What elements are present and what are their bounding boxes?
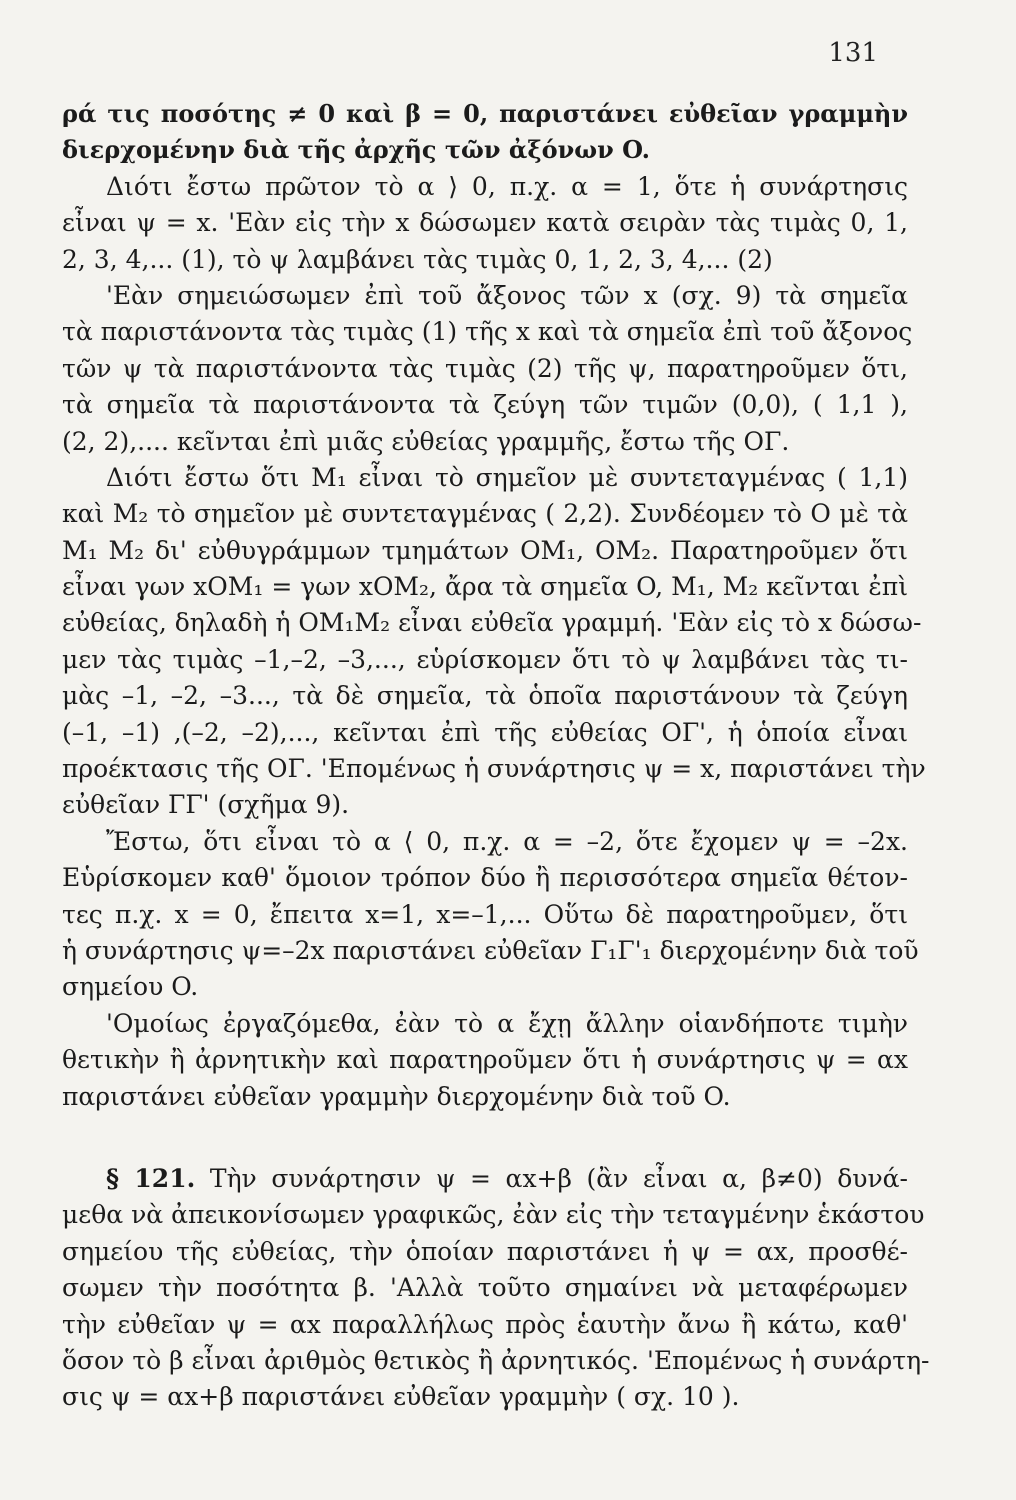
text-line: μὰς –1, –2, –3..., τὰ δὲ σημεῖα, τὰ ὁποῖα παριστάνουν τὰ ζεύγη: [62, 681, 908, 711]
text-line: τὰ παριστάνοντα τὰς τιμὰς (1) τῆς x καὶ τὰ σημεῖα ἐπὶ τοῦ ἄξονος: [62, 317, 913, 347]
text-line: 2, 3, 4,... (1), τὸ ψ λαμβάνει τὰς τιμὰς 0, 1, 2, 3, 4,... (2): [62, 244, 773, 274]
text-line: (–1, –1) ,(–2, –2),..., κεῖνται ἐπὶ τῆς εὐθείας OΓ', ἡ ὁποία εἶναι: [62, 717, 908, 747]
text-line: καὶ M₂ τὸ σημεῖον μὲ συντεταγμένας ( 2,2). Συνδέομεν τὸ O μὲ τὰ: [62, 499, 908, 529]
text-line: μεν τὰς τιμὰς –1,–2, –3,..., εὑρίσκομεν ὅτι τὸ ψ λαμβάνει τὰς τι-: [62, 644, 908, 674]
text-line: Εὑρίσκομεν καθ' ὅμοιον τρόπον δύο ἢ περισσότερα σημεῖα θέτον-: [62, 863, 908, 893]
section-first-line: [62, 1161, 908, 1197]
text-line: M₁ M₂ δι' εὐθυγράμμων τμημάτων OM₁, OM₂. Παρατηροῦμεν ὅτι: [62, 535, 908, 565]
text-line: διερχομένην διὰ τῆς ἀρχῆς τῶν ἀξόνων O.: [62, 135, 650, 165]
text-line: παριστάνει εὐθεῖαν γραμμὴν διερχομένην διὰ τοῦ O.: [62, 1081, 731, 1111]
text-line: θετικὴν ἢ ἀρνητικὴν καὶ παρατηροῦμεν ὅτι ἡ συνάρτησις ψ = αx: [62, 1045, 908, 1075]
body-text: [62, 96, 930, 1416]
text-line: εἶναι ψ = x. 'Εὰν εἰς τὴν x δώσωμεν κατὰ σειρὰν τὰς τιμὰς 0, 1,: [62, 208, 908, 238]
page-number: 131: [828, 38, 878, 68]
text-line: ἡ συνάρτησις ψ=–2x παριστάνει εὐθεῖαν Γ₁Γ'₁ διερχομένην διὰ τοῦ: [62, 935, 919, 965]
text-line: (2, 2),.... κεῖνται ἐπὶ μιᾶς εὐθείας γραμμῆς, ἔστω τῆς OΓ.: [62, 426, 790, 456]
text-line: Ἔστω, ὅτι εἶναι τὸ α ⟨ 0, π.χ. α = –2, ὅτε ἔχομεν ψ = –2x.: [106, 826, 908, 856]
text-line: Διότι ἔστω ὅτι M₁ εἶναι τὸ σημεῖον μὲ συντεταγμένας ( 1,1): [106, 462, 908, 492]
text-line: προέκτασις τῆς OΓ. 'Επομένως ἡ συνάρτησις ψ = x, παριστάνει τὴν: [62, 754, 926, 784]
section-gap: [62, 1115, 908, 1161]
section-number: § 121.: [106, 1163, 196, 1193]
text-line: τὰ σημεῖα τὰ παριστάνοντα τὰ ζεύγη τῶν τιμῶν (0,0), ( 1,1 ),: [62, 390, 908, 420]
text-line: τὴν εὐθεῖαν ψ = αx παραλλήλως πρὸς ἑαυτὴν ἄνω ἢ κάτω, καθ': [62, 1309, 908, 1339]
text-line: Διότι ἔστω πρῶτον τὸ α ⟩ 0, π.χ. α = 1, ὅτε ἡ συνάρτησις: [106, 171, 908, 201]
text-line: μεθα νὰ ἀπεικονίσωμεν γραφικῶς, ἐὰν εἰς τὴν τεταγμένην ἑκάστου: [62, 1200, 925, 1230]
text-line: σις ψ = αx+β παριστάνει εὐθεῖαν γραμμὴν ( σχ. 10 ).: [62, 1382, 740, 1412]
text-line: σημείου O.: [62, 972, 199, 1002]
text-line: τες π.χ. x = 0, ἔπειτα x=1, x=–1,... Οὕτω δὲ παρατηροῦμεν, ὅτι: [62, 899, 908, 929]
text-line: εὐθείας, δηλαδὴ ἡ OM₁M₂ εἶναι εὐθεῖα γραμμή. 'Εὰν εἰς τὸ x δώσω-: [62, 608, 922, 638]
text-line: ρά τις ποσότης ≠ 0 καὶ β = 0, παριστάνει εὐθεῖαν γραμμὴν: [62, 99, 908, 128]
text-line: Τὴν συνάρτησιν ψ = αx+β (ἂν εἶναι α, β≠0) δυνά-: [209, 1163, 909, 1193]
text-line: σημείου τῆς εὐθείας, τὴν ὁποίαν παριστάνει ἡ ψ = αx, προσθέ-: [62, 1236, 908, 1266]
text-line: 'Ομοίως ἐργαζόμεθα, ἐὰν τὸ α ἔχῃ ἄλλην οἱανδήποτε τιμὴν: [106, 1008, 908, 1038]
text-line: 'Εὰν σημειώσωμεν ἐπὶ τοῦ ἄξονος τῶν x (σχ. 9) τὰ σημεῖα: [106, 280, 908, 310]
text-line: εὐθεῖαν ΓΓ' (σχῆμα 9).: [62, 790, 350, 820]
text-line: ὅσον τὸ β εἶναι ἀριθμὸς θετικὸς ἢ ἀρνητικός. 'Επομένως ἡ συνάρτη-: [62, 1345, 930, 1375]
text-line: εἶναι γων xOM₁ = γων xOM₂, ἄρα τὰ σημεῖα O, M₁, M₂ κεῖνται ἐπὶ: [62, 572, 908, 602]
text-line: σωμεν τὴν ποσότητα β. 'Αλλὰ τοῦτο σημαίνει νὰ μεταφέρωμεν: [62, 1273, 908, 1303]
text-line: τῶν ψ τὰ παριστάνοντα τὰς τιμὰς (2) τῆς ψ, παρατηροῦμεν ὅτι,: [62, 353, 908, 383]
